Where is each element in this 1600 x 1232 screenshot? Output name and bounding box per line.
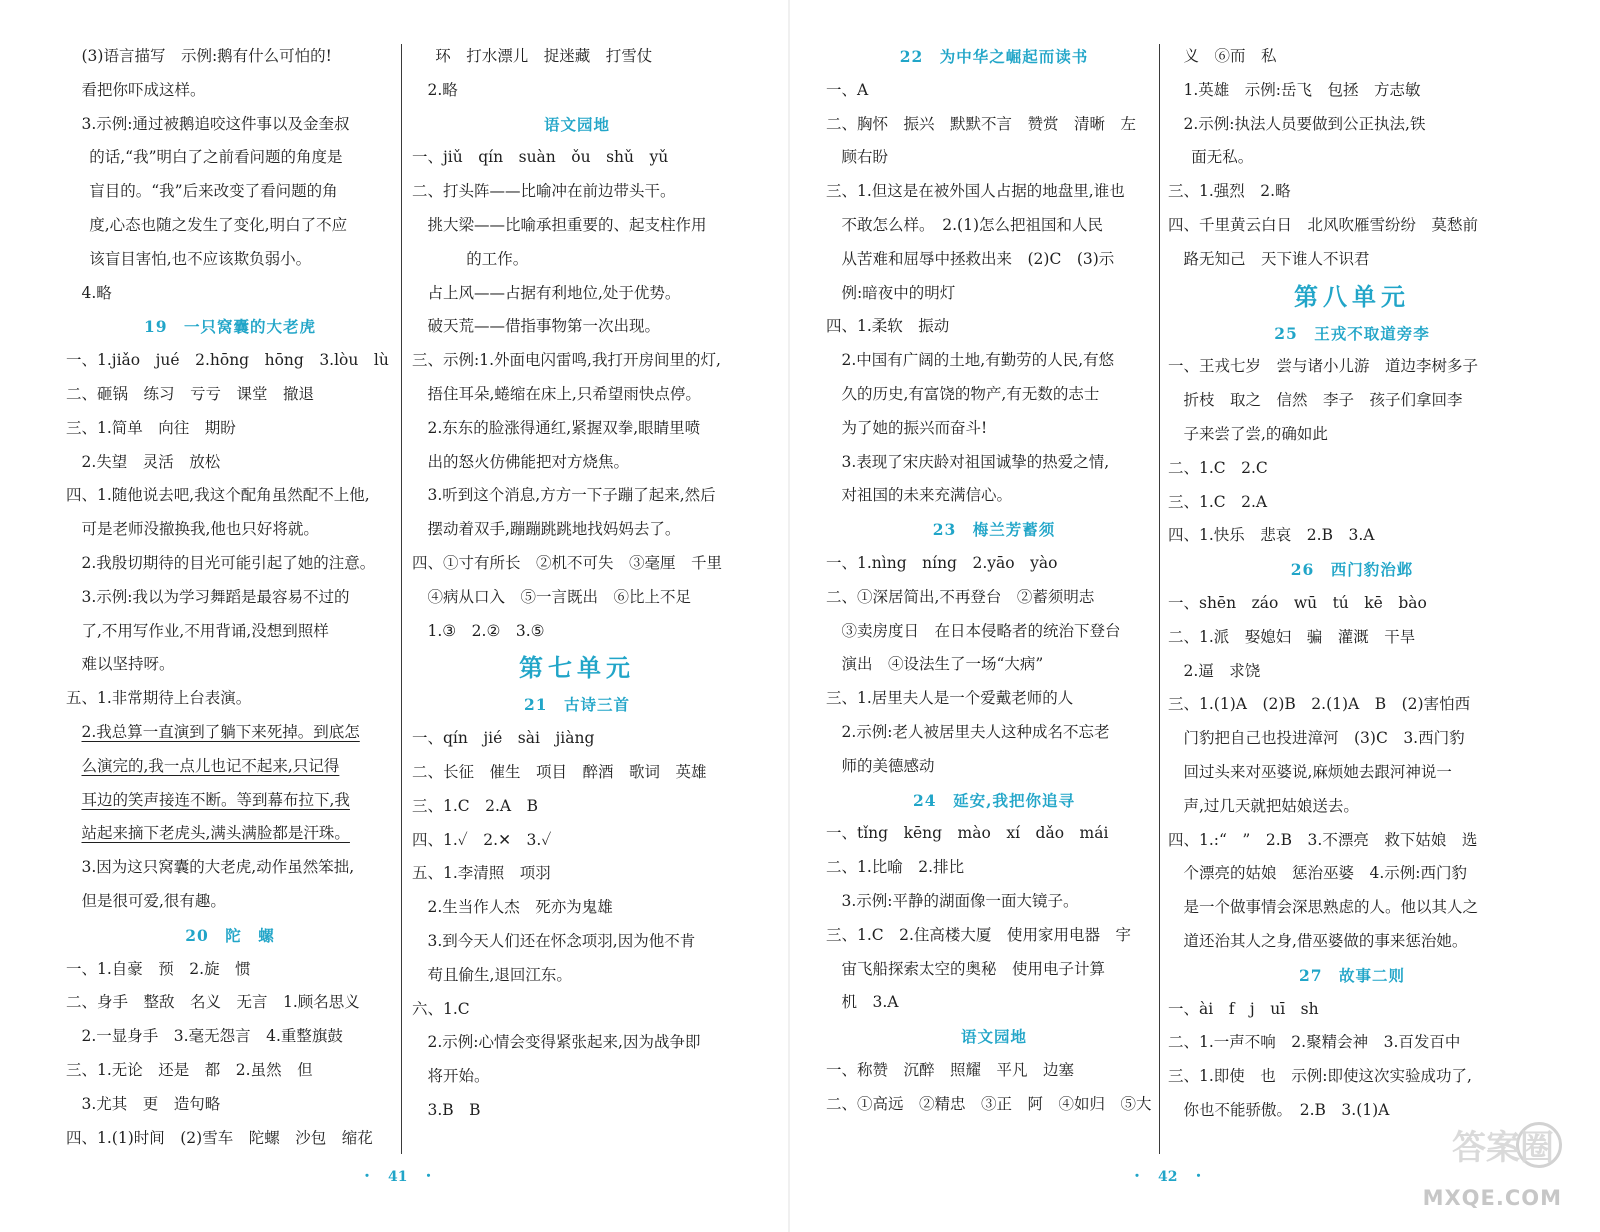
answer-line: 度,心态也随之发生了变化,明白了不应 [89, 215, 348, 234]
answer-line: 四、1.(1)时间 (2)雪车 陀螺 沙包 缩花 [66, 1128, 373, 1147]
answer-line: 一、1.nìng níng 2.yāo yào [826, 553, 1058, 572]
watermark [1398, 1118, 1562, 1210]
answer-line: 你也不能骄傲。 2.B 3.(1)A [1183, 1100, 1390, 1119]
answer-line: 2.一显身手 3.毫无怨言 4.重整旗鼓 [81, 1027, 343, 1046]
unit-heading: 第八单元 [1294, 281, 1410, 311]
answer-line: 一、A [826, 80, 869, 99]
answer-line: 五、1.非常期待上台表演。 [66, 689, 252, 708]
answer-line: 将开始。 [427, 1067, 490, 1086]
answer-line: 宙飞船探索太空的奥秘 使用电子计算 [841, 959, 1106, 978]
answer-line: 摆动着双手,蹦蹦跳跳地找妈妈去了。 [427, 520, 681, 539]
right-page-column-2 [1168, 40, 1536, 1160]
answer-line: 的话,“我”明白了之前看问题的角度是 [89, 148, 343, 167]
answer-line: 占上风——占据有利地位,处于优势。 [427, 283, 681, 302]
page-number-right: ・ 42 ・ [1130, 1169, 1206, 1185]
answer-line: 2.示例:老人被居里夫人这种成名不忘老 [841, 722, 1110, 741]
answer-line: 三、1.强烈 2.略 [1168, 182, 1291, 201]
answer-line: 顾右盼 [841, 148, 889, 167]
answer-line: 三、1.简单 向往 期盼 [66, 418, 236, 437]
answer-line: 是一个做事情会深思熟虑的人。他以其人之 [1183, 898, 1479, 917]
answer-line: 一、qín jié sài jiàng [412, 729, 595, 748]
answer-line: 的工作。 [466, 249, 529, 268]
answer-line: 六、1.C [412, 999, 470, 1018]
answer-line: 回过头来对巫婆说,麻烦她去跟河神说一 [1183, 762, 1452, 781]
section-heading: 20 陀 螺 [185, 925, 275, 945]
answer-line: 4.略 [81, 283, 112, 302]
answer-line: 演出 ④设法生了一场“大病” [841, 655, 1044, 674]
answer-line: 子来尝了尝,的确如此 [1183, 424, 1328, 443]
section-heading: 22 为中华之崛起而读书 [899, 47, 1089, 66]
answer-line: 不敢怎么样。 2.(1)怎么把祖国和人民 [841, 215, 1103, 234]
answer-line: 耳边的笑声接连不断。等到幕布拉下,我 [81, 790, 350, 809]
answer-line: ④病从口入 ⑤一言既出 ⑥比上不足 [427, 587, 692, 606]
answer-line: 对祖国的未来充满信心。 [841, 486, 1013, 505]
page-number-left: ・ 41 ・ [360, 1169, 436, 1185]
answer-line: 为了她的振兴而奋斗! [841, 418, 988, 437]
answer-line: 机 3.A [841, 993, 899, 1012]
answer-line: 该盲目害怕,也不应该欺负弱小。 [89, 249, 312, 268]
answer-line: 一、1.jiǎo jué 2.hōng hōng 3.lòu lù [66, 351, 389, 370]
left-page-column-2 [412, 40, 742, 1160]
answer-line: 二、砸锅 练习 亏亏 课堂 撤退 [66, 384, 315, 403]
answer-line: 二、1.派 娶媳妇 骗 灌溉 干旱 [1168, 627, 1416, 646]
answer-line: 2.略 [427, 80, 458, 99]
answer-line: 了,不用写作业,不用背诵,没想到照样 [81, 621, 329, 640]
answer-line: 捂住耳朵,蜷缩在床上,只希望雨快点停。 [427, 384, 701, 403]
answer-line: 三、1.居里夫人是一个爱戴老师的人 [826, 689, 1074, 708]
answer-line: 1.③ 2.② 3.⑤ [427, 621, 545, 640]
answer-line: 3.示例:通过被鹅追咬这件事以及金奎叔 [81, 114, 350, 133]
answer-line: 1.英雄 示例:岳飞 包拯 方志敏 [1183, 80, 1421, 99]
section-heading: 23 梅兰芳蓄须 [932, 520, 1056, 540]
section-heading: 24 延安,我把你追寻 [913, 790, 1075, 810]
answer-line: 三、示例:1.外面电闪雷鸣,我打开房间里的灯, [412, 351, 721, 370]
section-heading: 27 故事二则 [1298, 965, 1406, 985]
answer-line: 2.中国有广阔的土地,有勤劳的人民,有悠 [841, 351, 1115, 370]
answer-line: 三、1.C 2.A B [412, 796, 539, 815]
answer-line: 2.东东的脸涨得通红,紧握双拳,眼睛里喷 [427, 418, 701, 437]
answer-line: 三、1.C 2.A [1168, 492, 1268, 511]
answer-line: 声,过几天就把姑娘送去。 [1183, 796, 1359, 815]
answer-line: 四、①寸有所长 ②机不可失 ③毫厘 千里 [412, 553, 723, 572]
page-gutter [788, 0, 790, 1232]
answer-line: 三、1.无论 还是 都 2.虽然 但 [66, 1060, 313, 1079]
answer-line: 么演完的,我一点儿也记不起来,只记得 [81, 756, 340, 775]
answer-line: 路无知己 天下谁人不识君 [1183, 249, 1370, 268]
answer-line: 二、身手 整敌 名义 无言 1.顾名思义 [66, 993, 360, 1012]
answer-line: 2.示例:执法人员要做到公正执法,铁 [1183, 114, 1426, 133]
answer-line: 2.逼 求饶 [1183, 661, 1261, 680]
answer-line: 3.到今天人们还在怀念项羽,因为他不肯 [427, 931, 696, 950]
watermark-site: MXQE.COM [1422, 1186, 1562, 1210]
unit-heading: 第七单元 [519, 653, 635, 683]
answer-line: 一、1.自豪 预 2.旋 惯 [66, 959, 251, 978]
answer-line: 二、打头阵——比喻冲在前边带头干。 [412, 182, 676, 201]
answer-line: 3.尤其 更 造句略 [81, 1094, 221, 1113]
answer-line: 一、jiǔ qín suàn ǒu shǔ yǔ [412, 148, 669, 167]
answer-line: 3.示例:我以为学习舞蹈是最容易不过的 [81, 587, 350, 606]
answer-line: 站起来摘下老虎头,满头满脸都是汗珠。 [81, 824, 350, 843]
answer-line: 一、王戎七岁 尝与诸小儿游 道边李树多子 [1168, 357, 1479, 376]
answer-line: 2.失望 灵活 放松 [81, 452, 221, 471]
section-heading: 26 西门豹治邺 [1290, 560, 1414, 580]
answer-line: 二、①深居简出,不再登台 ②蓄须明志 [826, 587, 1095, 606]
answer-line: 折枝 取之 信然 李子 孩子们拿回李 [1183, 391, 1463, 410]
answer-line: 二、胸怀 振兴 默默不言 赞赏 清晰 左 [826, 114, 1137, 133]
answer-line: 三、1.(1)A (2)B 2.(1)A B (2)害怕西 [1168, 695, 1471, 714]
answer-line: 一、shēn záo wū tú kē bào [1168, 593, 1427, 612]
answer-line: (3)语言描写 示例:鹅有什么可怕的! [81, 47, 332, 65]
answer-line: 2.我殷切期待的目光可能引起了她的注意。 [81, 553, 376, 572]
answer-line: 一、称赞 沉醉 照耀 平凡 边塞 [826, 1060, 1075, 1079]
answer-line: 看把你吓成这样。 [81, 80, 206, 99]
section-heading: 21 古诗三首 [523, 695, 631, 715]
column-divider-right [1159, 44, 1160, 1154]
answer-line: 四、1.快乐 悲哀 2.B 3.A [1168, 526, 1375, 545]
answer-line: 2.示例:心情会变得紧张起来,因为战争即 [427, 1033, 701, 1052]
answer-line: 3.表现了宋庆龄对祖国诚挚的热爱之情, [841, 452, 1110, 471]
section-heading: 语文园地 [960, 1027, 1027, 1047]
column-divider-left [401, 44, 402, 1154]
answer-line: 3.B B [427, 1100, 481, 1119]
answer-line: 三、1.C 2.住高楼大厦 使用家用电器 宇 [826, 925, 1131, 944]
answer-line: 盲目的。“我”后来改变了看问题的角 [89, 182, 338, 201]
section-heading: 19 一只窝囊的大老虎 [143, 317, 317, 337]
section-heading: 25 王戎不取道旁李 [1274, 323, 1430, 343]
answer-line: 2.生当作人杰 死亦为鬼雄 [427, 898, 613, 917]
answer-line: 四、1.随他说去吧,我这个配角虽然配不上他, [66, 486, 370, 505]
answer-line: 一、tǐng kēng mào xí dǎo mái [826, 824, 1109, 843]
answer-line: 例:暗夜中的明灯 [841, 283, 956, 302]
answer-line: 破天荒——借指事物第一次出现。 [427, 317, 661, 336]
answer-line: 但是很可爱,很有趣。 [81, 891, 226, 910]
answer-line: 环 打水漂儿 捉迷藏 打雪仗 [435, 47, 653, 65]
answer-line: 面无私。 [1191, 148, 1254, 167]
answer-line: 可是老师没撤换我,他也只好将就。 [81, 520, 319, 539]
answer-line: 一、ài f j uī sh [1168, 999, 1319, 1018]
answer-line: 3.示例:平静的湖面像一面大镜子。 [841, 891, 1079, 910]
answer-line: 出的怒火仿佛能把对方烧焦。 [427, 452, 630, 471]
answer-line: 四、千里黄云白日 北风吹雁雪纷纷 莫愁前 [1168, 215, 1479, 234]
answer-line: 久的历史,有富饶的物产,有无数的志士 [841, 384, 1100, 403]
answer-line: 二、1.C 2.C [1168, 458, 1268, 477]
answer-line: 从苦难和屈辱中拯救出来 (2)C (3)示 [841, 249, 1115, 268]
answer-line: 二、①高远 ②精忠 ③正 阿 ④如归 ⑤大 [826, 1094, 1152, 1113]
answer-line: 门豹把自己也投进漳河 (3)C 3.西门豹 [1183, 729, 1465, 748]
answer-line: 师的美德感动 [841, 756, 935, 775]
answer-line: 义 ⑥而 私 [1183, 47, 1277, 65]
answer-line: 3.因为这只窝囊的大老虎,动作虽然笨拙, [81, 858, 355, 877]
answer-line: 苟且偷生,退回江东。 [427, 965, 572, 984]
answer-line: 三、1.但这是在被外国人占据的地盘里,谁也 [826, 182, 1125, 201]
answer-line: 二、长征 催生 项目 醉酒 歌词 英雄 [412, 762, 707, 781]
section-heading: 语文园地 [543, 114, 610, 134]
watermark-logo: 答案圈 [1452, 1128, 1554, 1168]
answer-line: 2.我总算一直演到了躺下来死掉。到底怎 [81, 722, 360, 741]
answer-line: 道还治其人之身,借巫婆做的事来惩治她。 [1183, 931, 1468, 950]
answer-line: 四、1.✓ 2.✕ 3.✓ [412, 830, 552, 849]
answer-line: 个漂亮的姑娘 惩治巫婆 4.示例:西门豹 [1183, 864, 1468, 883]
answer-line: 三、1.即使 也 示例:即使这次实验成功了, [1168, 1067, 1472, 1086]
answer-line: 五、1.李清照 项羽 [412, 864, 551, 883]
left-page-column-1 [66, 40, 394, 1160]
answer-line: 二、1.一声不响 2.聚精会神 3.百发百中 [1168, 1033, 1461, 1052]
right-page-column-1 [826, 40, 1162, 1160]
answer-line: 3.听到这个消息,方方一下子蹦了起来,然后 [427, 486, 716, 505]
answer-line: 四、1.柔软 振动 [826, 317, 950, 336]
answer-line: 挑大梁——比喻承担重要的、起支柱作用 [427, 215, 707, 234]
answer-line: 四、1.:“ ” 2.B 3.不漂亮 救下姑娘 选 [1168, 830, 1478, 849]
answer-line: ③卖房度日 在日本侵略者的统治下登台 [841, 621, 1121, 640]
answer-line: 二、1.比喻 2.排比 [826, 858, 965, 877]
answer-line: 难以坚持呀。 [81, 655, 175, 674]
